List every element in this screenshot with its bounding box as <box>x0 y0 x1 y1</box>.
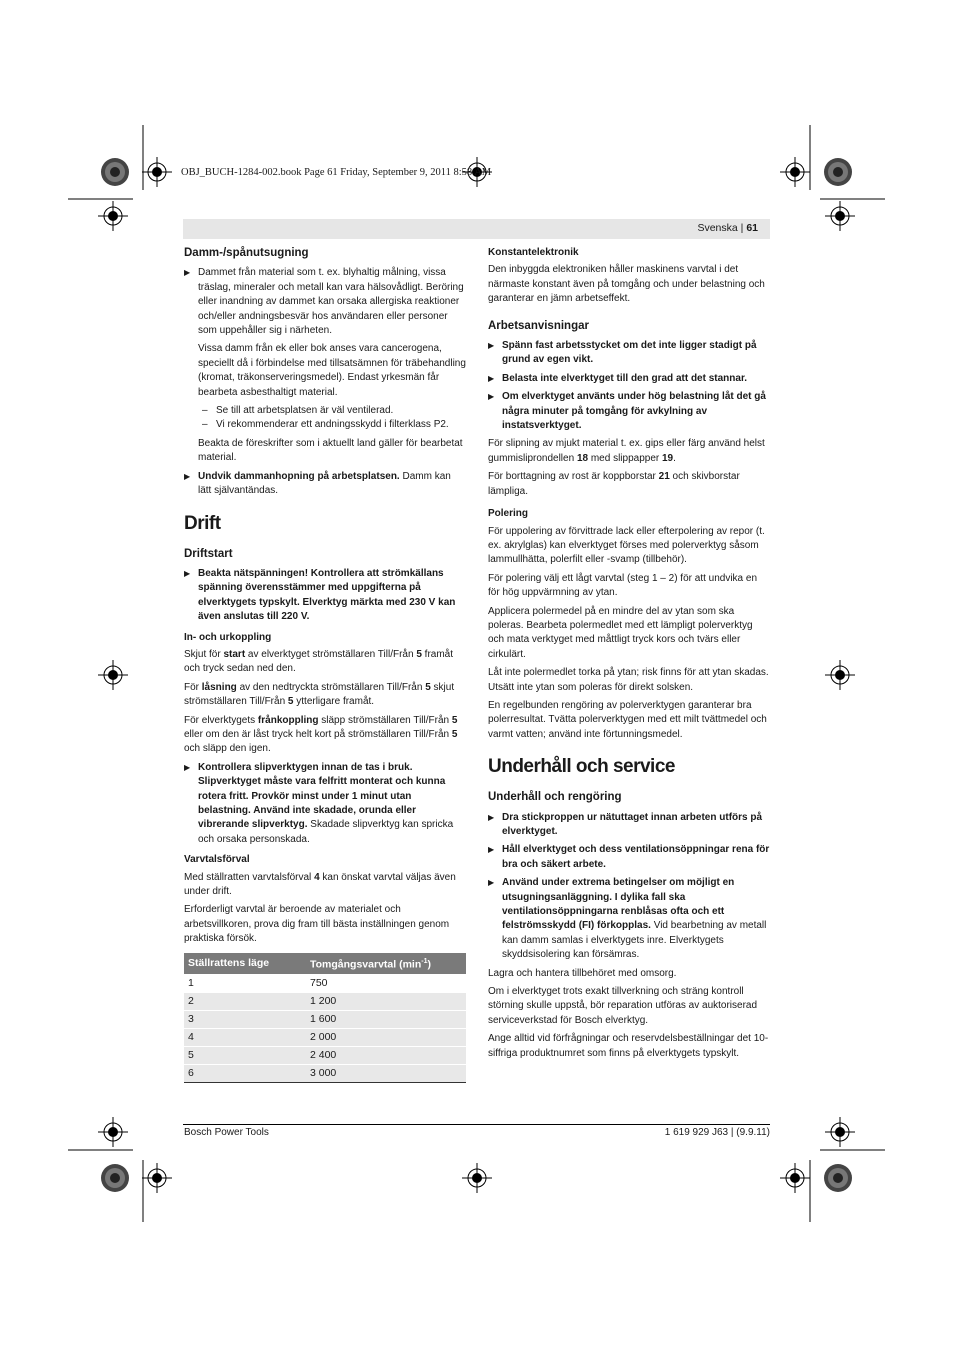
table-row <box>184 1064 466 1082</box>
table-row <box>184 1046 466 1064</box>
work-bullet-3 <box>488 390 770 433</box>
onoff-2g: ytterligare framåt. <box>293 696 375 708</box>
work-bullet-1-text: Spänn fast arbetsstycket om det inte ligger stadigt på grund av egen vikt. <box>502 340 757 366</box>
onoff-1e: framåt och tryck sedan ned den. <box>184 648 454 675</box>
table-cell: 4 <box>184 1028 306 1046</box>
speed-text-1 <box>184 871 466 900</box>
clean-text-3: Ange alltid vid förfrågningar och reservdelsbeställningar det 10-siffriga produktnumret som finns på elverktygets typskylt. <box>488 1033 769 1059</box>
onoff-text-2 <box>184 681 466 710</box>
onoff-3g: och släpp den igen. <box>184 743 271 755</box>
clean-bullet-2 <box>488 843 770 872</box>
onoff-3e: eller om den är låst tryck helt kort på strömställaren Till/Från <box>184 728 452 740</box>
right-column <box>488 246 770 1065</box>
speed-table <box>184 953 466 1083</box>
work-1a: För slipning av mjukt material t. ex. gips eller färg använd helst gummisliprondellen <box>488 438 765 464</box>
speed-1c: kan önskat varvtal väljas även under drift. <box>184 871 456 898</box>
dust-bullet-2-bold: Undvik dammanhopning på arbetsplatsen. <box>198 470 400 482</box>
onoff-1c: av elverktyget strömställaren Till/Från <box>245 648 417 660</box>
pol-text-1: För uppolering av förvittrade lack eller efterpolering av repor (t. ex. akrylglas) kan elverktyget förses med polerverktyg såsom lammullhätta, polerfilt eller -svamp (tillbehör). <box>488 525 765 566</box>
onoff-2f: 5 <box>287 696 294 708</box>
clean-bullet-3 <box>488 876 770 962</box>
const-text: Den inbyggda elektroniken håller maskinens varvtal i det närmaste konstant även på tomgång och under belastning och garanterar en jämn arbetseffekt. <box>488 264 765 305</box>
table-cell: 3 000 <box>306 1064 466 1082</box>
onoff-1b: start <box>223 648 246 660</box>
clean-bullet-2-text: Håll elverktyget och dess ventilationsöppningar rena för bra och säkert arbete. <box>502 844 770 870</box>
onoff-bullet-rest: Skadade slipverktyg kan spricka och orsaka personskada. <box>198 819 454 845</box>
table-cell: 750 <box>306 974 466 992</box>
table-header-speed-end: ) <box>427 958 431 971</box>
dust-dash-2: – Vi rekommenderar ett andningsskydd i filterklass P2. <box>184 418 466 432</box>
table-header-speed-text: Tomgångsvarvtal (min <box>310 958 422 971</box>
page-header <box>183 219 770 239</box>
work-2a: För borttagning av rost är koppborstar <box>488 471 659 483</box>
footer-brand: Bosch Power Tools <box>184 1127 269 1138</box>
work-bullet-2 <box>488 372 770 386</box>
speed-heading: Varvtalsförval <box>184 854 250 866</box>
work-bullet-1 <box>488 339 770 368</box>
service-heading: Underhåll och service <box>488 756 675 778</box>
pol-text-4: Låt inte polermedlet torka på ytan; risk finns för att ytan skadas. Utsätt inte ytan som poleras för direkt solsken. <box>488 667 769 693</box>
footer-doc-number: 1 619 929 J63 | (9.9.11) <box>664 1127 770 1138</box>
table-header-position: Ställrattens läge <box>184 953 306 974</box>
onoff-2c: av den nedtryckta strömställaren Till/Från <box>236 681 426 693</box>
clean-text-2: Om i elverktyget trots exakt tillverkning och sträng kontroll störning skulle uppstå, bör reparation utföras av auktoriserad serviceverkstad för Bosch elverktyg. <box>488 986 758 1026</box>
book-slug: OBJ_BUCH-1284-002.book Page 61 Friday, September 9, 2011 8:58 AM <box>181 167 492 178</box>
work-bullet-3-text: Om elverktyget använts under hög belastning låt det gå några minuter på tomgång för avkylning av instatsverktyget. <box>502 391 766 432</box>
work-heading: Arbetsanvisningar <box>488 319 589 332</box>
table-cell: 2 000 <box>306 1028 466 1046</box>
work-bullet-2-text: Belasta inte elverktyget till den grad att det stannar. <box>502 372 748 384</box>
footer-rule <box>183 1124 770 1125</box>
table-cell: 3 <box>184 1010 306 1028</box>
table-row <box>184 1010 466 1028</box>
speed-1a: Med ställratten varvtalsförval <box>184 871 315 883</box>
driftstart-bullet <box>184 567 466 625</box>
dust-text-3: Beakta de föreskrifter som i aktuellt land gäller för bearbetat material. <box>198 437 463 464</box>
table-cell: 2 400 <box>306 1046 466 1064</box>
speed-text-2: Erforderligt varvtal är beroende av materialet och arbetsvillkoren, prova dig fram till bästa inställningen genom praktiska försök. <box>184 904 450 945</box>
header-sep: | <box>737 222 747 234</box>
work-1e: . <box>673 452 676 464</box>
table-header-row <box>184 953 466 974</box>
table-cell: 1 600 <box>306 1010 466 1028</box>
clean-bullet-1-text: Dra stickproppen ur nätuttaget innan arbeten utförs på elverktyget. <box>502 811 763 837</box>
clean-bullet-3-rest: Vid bearbetning av metall kan damm samlas i elverktygets inre. Elverktygets skyddsisolering kan försämras. <box>502 920 767 961</box>
const-heading: Konstantelektronik <box>488 247 579 258</box>
onoff-2b: låsning <box>201 681 237 693</box>
work-1d: 19 <box>662 452 674 464</box>
onoff-text-3 <box>184 714 466 757</box>
clean-bullet-3-bold: Använd under extrema betingelser om möjligt en utsugningsanläggning. I dylika fall ska ventilationsöppningarna renblåsas ofta och ett felströmsskydd (FI) förkopplas. <box>502 877 735 932</box>
dust-text-2: Vissa damm från ek eller bok anses vara cancerogena, speciellt då i förbindelse med tillsatsämnen för träbehandling (kromat, träkonserveringsmedel). Endast yrkesmän får bearbeta asbesthaltigt material. <box>198 343 466 398</box>
pol-text-2: För polering välj ett lågt varvtal (steg 1 – 2) för att undvika en för hög uppvärmning av ytan. <box>488 572 758 599</box>
table-cell: 2 <box>184 992 306 1010</box>
dust-dash-1: – Se till att arbetsplatsen är väl ventilerad. <box>184 404 466 418</box>
onoff-3d: 5 <box>451 714 458 726</box>
table-row <box>184 1028 466 1046</box>
onoff-3a: För elverktygets <box>184 714 258 726</box>
dust-bullet-1 <box>184 266 466 338</box>
page-number: 61 <box>746 222 758 234</box>
onoff-heading: In- och urkoppling <box>184 631 272 643</box>
onoff-3b: frånkoppling <box>257 714 319 726</box>
pol-text-5: En regelbunden rengöring av polerverktygen garanterar bra polerresultat. Tvätta polerverktygen med ett milt tvättmedel och varmt vatten; använd inte förtunningsmedel. <box>488 699 767 740</box>
clean-text-1: Lagra och hantera tillbehöret med omsorg. <box>488 967 677 979</box>
table-header-speed <box>306 953 466 974</box>
onoff-2d: 5 <box>425 681 431 693</box>
clean-heading: Underhåll och rengöring <box>488 791 622 804</box>
left-column <box>184 246 466 1083</box>
pol-heading: Polering <box>488 508 529 520</box>
driftstart-bullet-text: Beakta nätspänningen! Kontrollera att strömkällans spänning överensstämmer med uppgifterna på elverktygets typskylt. Elverktyg märkta med 230 V kan även anslutas till 220 V. <box>198 567 456 623</box>
table-header-speed-sup: -1 <box>421 957 428 965</box>
table-cell: 6 <box>184 1064 306 1082</box>
dust-text-1: Dammet från material som t. ex. blyhaltig målning, vissa träslag, mineraler och metall kan vara hälsovådligt. Beröring eller inandning av dammet kan orsaka allergiska reaktioner och/eller andningsbesvär hos användaren eller personer som uppehåller sig i närheten. <box>198 267 464 337</box>
work-2c: och skivborstar lämpliga. <box>488 471 740 497</box>
work-text-2 <box>488 470 770 499</box>
onoff-1a: Skjut för <box>184 648 224 660</box>
onoff-1d: 5 <box>416 648 422 660</box>
table-cell: 1 200 <box>306 992 466 1010</box>
dust-heading: Damm-/spånutsugning <box>184 247 309 259</box>
table-cell: 1 <box>184 974 306 992</box>
pol-text-3: Applicera polermedel på en mindre del av ytan som ska poleras. Bearbeta polermedlet med ett lämpligt polerverktyg och mata verktyget med måttligt tryck kors och tvärs eller cirkulärt. <box>488 605 753 660</box>
clean-bullet-1 <box>488 811 770 840</box>
work-2b: 21 <box>658 471 670 483</box>
driftstart-heading: Driftstart <box>184 547 233 560</box>
onoff-2e: skjut strömställaren Till/Från <box>184 681 455 708</box>
speed-1b: 4 <box>314 871 320 883</box>
drift-heading: Drift <box>184 512 221 534</box>
onoff-text-1 <box>184 648 466 677</box>
onoff-bullet-bold: Kontrollera slipverktygen innan de tas i bruk. Slipverktyget måste vara felfritt monterat och kunna rotera fritt. Provkör minst under 1 minut utan belastning. Använd inte skadade, orunda eller vibrerande slipverktyg. <box>198 761 446 831</box>
header-language-page <box>697 222 758 234</box>
work-text-1 <box>488 437 770 466</box>
onoff-bullet <box>184 761 466 847</box>
onoff-2a: För <box>184 681 202 693</box>
table-row <box>184 974 466 992</box>
onoff-3c: släpp strömställaren Till/Från <box>318 714 452 726</box>
work-1b: 18 <box>576 452 589 464</box>
dust-bullet-2-rest: Damm kan lätt självantändas. <box>198 470 451 497</box>
onoff-3f: 5 <box>451 728 458 740</box>
header-language: Svenska <box>697 222 738 234</box>
table-cell: 5 <box>184 1046 306 1064</box>
work-1c: med slippapper <box>588 452 662 464</box>
dust-bullet-2 <box>184 470 466 499</box>
table-row <box>184 992 466 1010</box>
